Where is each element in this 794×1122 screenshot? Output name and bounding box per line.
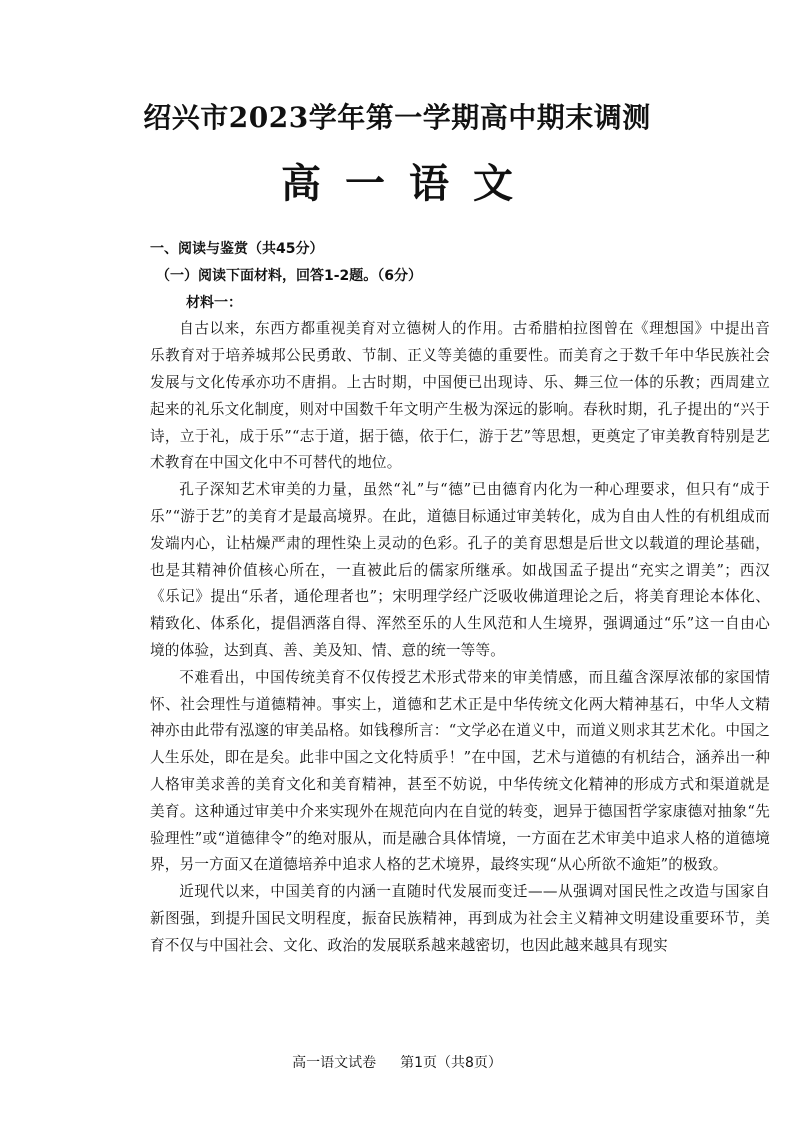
- paragraph-4: 近现代以来，中国美育的内涵一直随时代发展而变迁——从强调对国民性之改造与国家自新图强，到提升国民文明程度，振奋民族精神，再到成为社会主义精神文明建设重要环节，美育不仅与中国社会、文化、政治的发展联系越来越密切，也因此越来越具有现实: [150, 883, 770, 954]
- material-label: 材料一：: [186, 294, 242, 311]
- paper-name: 高一语文试卷: [292, 1055, 377, 1071]
- paragraph-1: 自古以来，东西方都重视美育对立德树人的作用。古希腊柏拉图曾在《理想国》中提出音乐教育对于培养城邦公民勇敢、节制、正义等美德的重要性。而美育之于数千年中华民族社会发展与文化传承亦功不唐捐。上古时期，中国便已出现诗、乐、舞三位一体的乐教；西周建立起来的礼乐文化制度，则对中国数千年文明产生极为深远的影响。春秋时期，孔子提出的“兴于诗，立于礼，成于乐”“志于道，据于德，依于仁，游于艺”等思想，更奠定了审美教育特别是艺术教育在中国文化中不可替代的地位。: [150, 320, 770, 472]
- question-group-heading: （一）阅读下面材料，回答1-2题。（6分）: [156, 267, 423, 284]
- exam-content: [150, 236, 770, 960]
- paragraph-3: 不难看出，中国传统美育不仅传授艺术形式带来的审美情感，而且蕴含深厚浓郁的家国情怀、社会理性与道德精神。事实上，道德和艺术正是中华传统文化两大精神基石，中华人文精神亦由此带有泓邃的审美品格。如钱穆所言：“文学必在道义中，而道义则求其艺术化。中国之人生乐处，即在是矣。此非中国之文化特质乎！”在中国，艺术与道德的有机结合，涵养出一种人格审美求善的美育文化和美育精神，甚至不妨说，中华传统文化精神的形成方式和渠道就是美育。这种通过审美中介来实现外在规范向内在自觉的转变，迥异于德国哲学家康德对抽象“先验理性”或“道德律令”的绝对服从，而是融合具体情境，一方面在艺术审美中追求人格的道德境界，另一方面又在道德培养中追求人格的艺术境界，最终实现“从心所欲不逾矩”的极致。: [150, 668, 770, 874]
- subject-title: 高一语文: [281, 160, 537, 207]
- section-heading: 一、阅读与鉴赏（共45分）: [150, 241, 324, 257]
- page-footer: [0, 1052, 794, 1072]
- paragraph-2: 孔子深知艺术审美的力量，虽然“礼”与“德”已由德育内化为一种心理要求，但只有“成于乐”“游于艺”的美育才是最高境界。在此，道德目标通过审美转化，成为自由人性的有机组成而发端内心，让枯燥严肃的理性染上灵动的色彩。孔子的美育思想是后世文以载道的理论基础，也是其精神价值核心所在，一直被此后的儒家所继承。如战国孟子提出“充实之谓美”；西汉《乐记》提出“乐者，通伦理者也”；宋明理学经广泛吸收佛道理论之后，将美育理论本体化、精致化、体系化，提倡洒落自得、浑然至乐的人生风范和人生境界，强调通过“乐”这一自由心境的体验，达到真、善、美及知、情、意的统一等等。: [150, 481, 770, 659]
- exam-title: 绍兴市2023学年第一学期高中期末调测: [143, 101, 651, 134]
- page-number: 第1页（共8页）: [400, 1055, 502, 1071]
